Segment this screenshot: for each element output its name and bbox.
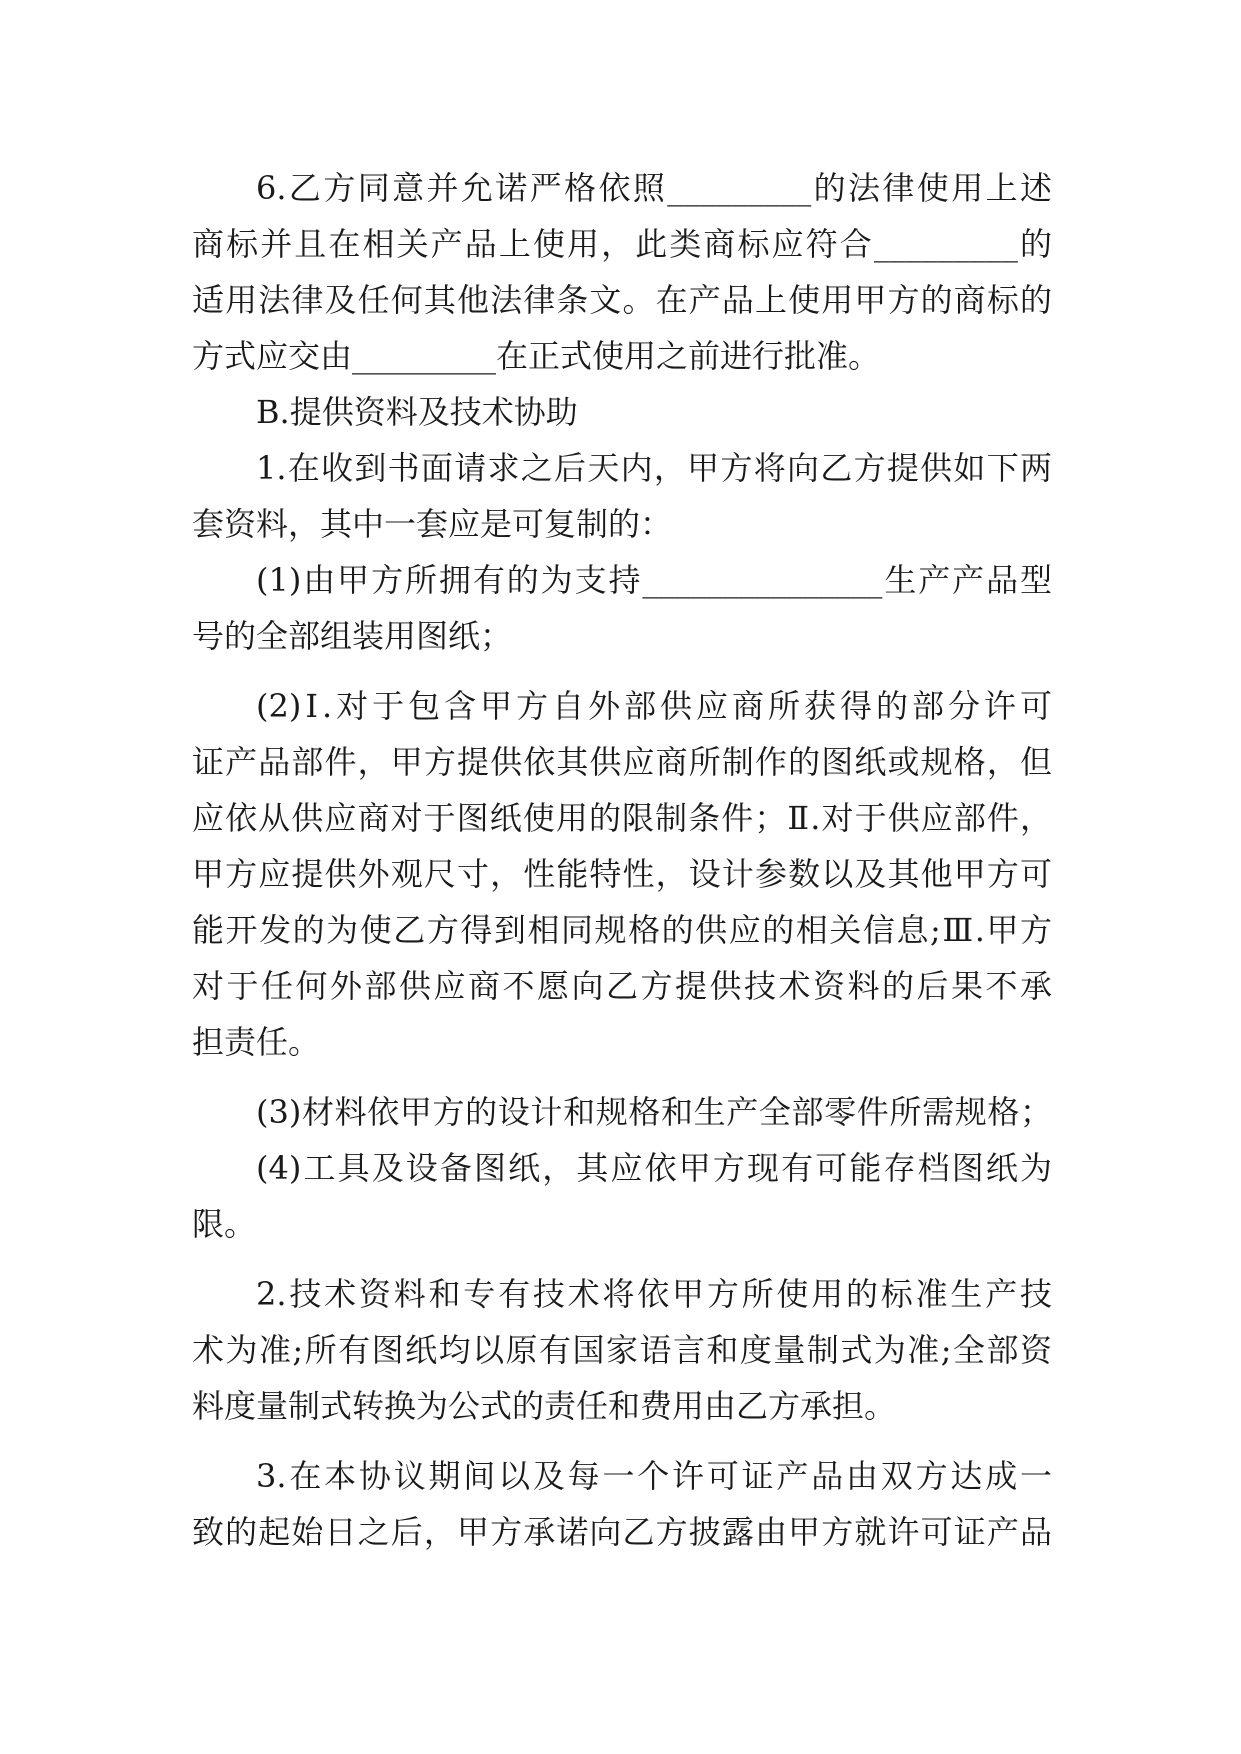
text-line: (3)材料依甲方的设计和规格和生产全部零件所需规格；: [256, 1093, 1052, 1131]
text-line: (2)Ⅰ.对于包含甲方自外部供应商所获得的部分许可: [256, 687, 1052, 725]
text-line: 证产品部件，甲方提供依其供应商所制作的图纸或规格，但: [192, 743, 1052, 781]
text-line: 1.在收到书面请求之后天内，甲方将向乙方提供如下两: [256, 449, 1052, 487]
text-line: 套资料，其中一套应是可复制的：: [192, 505, 673, 543]
text-line: 限。: [192, 1205, 257, 1243]
text-line: 应依从供应商对于图纸使用的限制条件；Ⅱ.对于供应部件，: [192, 799, 1052, 837]
section-heading: B.提供资料及技术协助: [256, 393, 578, 431]
text-line: 甲方应提供外观尺寸，性能特性，设计参数以及其他甲方可: [192, 855, 1052, 893]
text-line: 术为准;所有图纸均以原有国家语言和度量制式为准;全部资: [192, 1331, 1052, 1369]
text-line: 担责任。: [192, 1023, 321, 1061]
text-line: 商标并且在相关产品上使用，此类商标应符合_________的: [192, 225, 1052, 263]
text-line: 3.在本协议期间以及每一个许可证产品由双方达成一: [256, 1457, 1052, 1495]
text-line: (4)工具及设备图纸，其应依甲方现有可能存档图纸为: [256, 1149, 1052, 1187]
text-line: 致的起始日之后，甲方承诺向乙方披露由甲方就许可证产品: [192, 1513, 1052, 1551]
text-line: 适用法律及任何其他法律条文。在产品上使用甲方的商标的: [192, 281, 1052, 319]
text-line: 对于任何外部供应商不愿向乙方提供技术资料的后果不承: [192, 967, 1052, 1005]
text-line: 料度量制式转换为公式的责任和费用由乙方承担。: [192, 1387, 897, 1425]
text-line: 2.技术资料和专有技术将依甲方所使用的标准生产技: [256, 1275, 1052, 1313]
text-line: (1)由甲方所拥有的为支持_______________生产产品型: [256, 561, 1052, 599]
text-line: 方式应交由_________在正式使用之前进行批准。: [192, 337, 881, 375]
text-line: 6.乙方同意并允诺严格依照_________的法律使用上述: [256, 169, 1052, 207]
text-line: 号的全部组装用图纸；: [192, 617, 513, 655]
text-line: 能开发的为使乙方得到相同规格的供应的相关信息;Ⅲ.甲方: [192, 911, 1052, 949]
